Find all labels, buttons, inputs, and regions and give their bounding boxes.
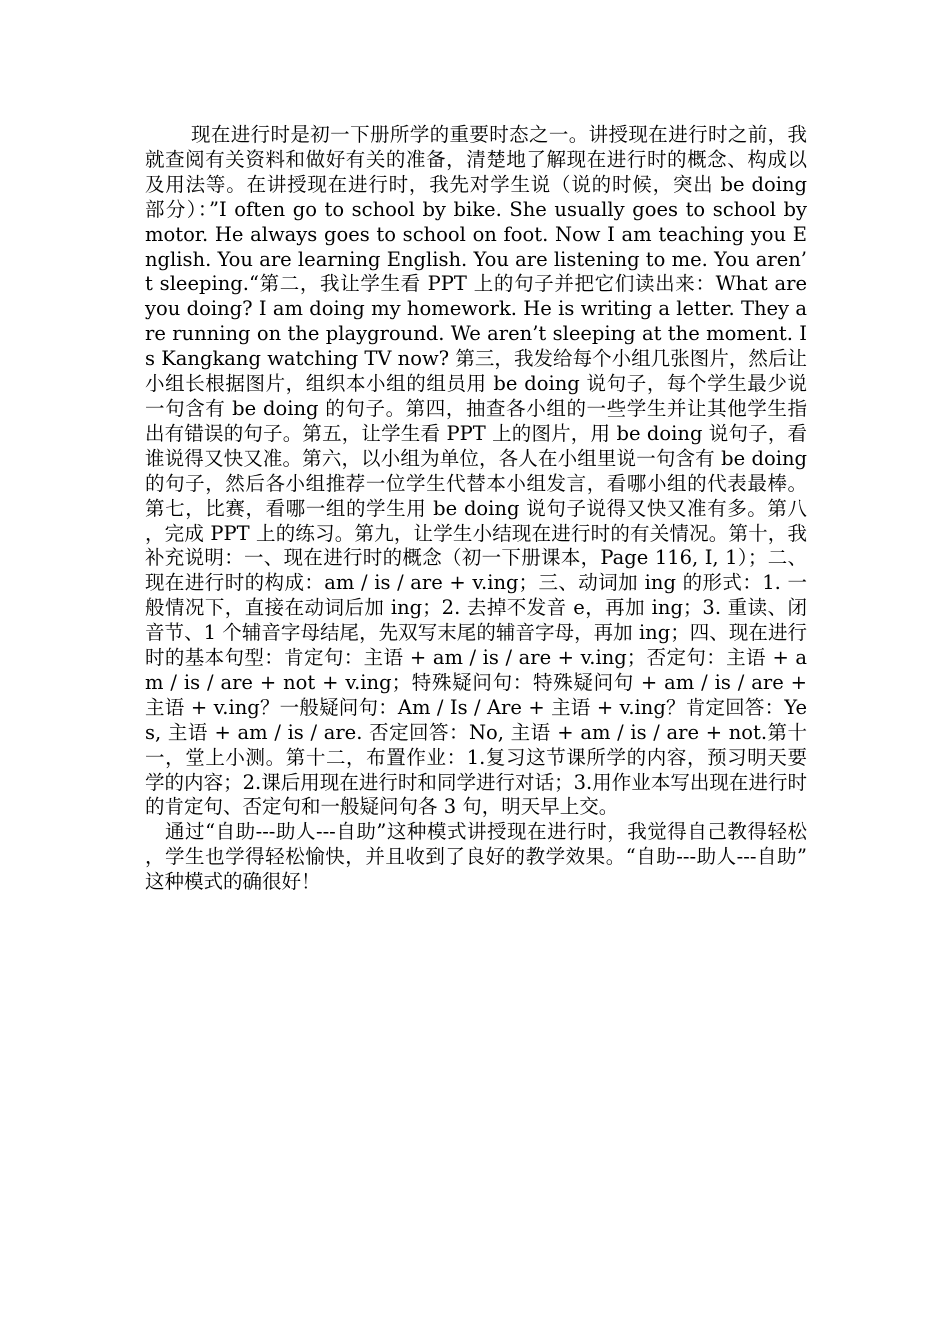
paragraph-conclusion: 通过“自助---助人---自助”这种模式讲授现在进行时，我觉得自己教得轻松，学生也学得轻松愉快，并且收到了良好的教学效果。“自助---助人---自助”这种模式的确很好！ [145, 820, 807, 894]
document-body [145, 123, 807, 895]
paragraph-teaching-steps: 现在进行时是初一下册所学的重要时态之一。讲授现在进行时之前，我就查阅有关资料和做好有关的准备，清楚地了解现在进行时的概念、构成以及用法等。在讲授现在进行时，我先对学生说（说的时候，突出 be doing 部分）：”I often go to school by bike. She usually goes to school by motor. He always goes to school on foot. Now I am teaching you English. You are learning English. You are listening to me. You aren’t sleeping.“第二，我让学生看 PPT 上的句子并把它们读出来：What are you doing? I am doing my homework. He is writing a letter. They are running on the playground. We aren’t sleeping at the moment. Is Kangkang watching TV now? 第三，我发给每个小组几张图片，然后让小组长根据图片，组织本小组的组员用 be doing 说句子，每个学生最少说一句含有 be doing 的句子。第四，抽查各小组的一些学生并让其他学生指出有错误的句子。第五，让学生看 PPT 上的图片，用 be doing 说句子，看谁说得又快又准。第六，以小组为单位，各人在小组里说一句含有 be doing 的句子，然后各小组推荐一位学生代替本小组发言，看哪小组的代表最棒。第七，比赛，看哪一组的学生用 be doing 说句子说得又快又准有多。第八，完成 PPT 上的练习。第九，让学生小结现在进行时的有关情况。第十，我补充说明：一、现在进行时的概念（初一下册课本，Page 116, I, 1）；二、现在进行时的构成：am / is / are + v.ing；三、动词加 ing 的形式：1. 一般情况下，直接在动词后加 ing；2. 去掉不发音 e，再加 ing；3. 重读、闭音节、1 个辅音字母结尾，先双写末尾的辅音字母，再加 ing；四、现在进行时的基本句型：肯定句：主语 + am / is / are + v.ing；否定句：主语 + am / is / are + not + v.ing；特殊疑问句：特殊疑问句 + am / is / are + 主语 + v.ing？一般疑问句：Am / Is / Are + 主语 + v.ing？肯定回答：Yes, 主语 + am / is / are. 否定回答：No, 主语 + am / is / are + not.第十一，堂上小测。第十二，布置作业：1.复习这节课所学的内容，预习明天要学的内容；2.课后用现在进行时和同学进行对话；3.用作业本写出现在进行时的肯定句、否定句和一般疑问句各 3 句，明天早上交。 [145, 123, 807, 819]
